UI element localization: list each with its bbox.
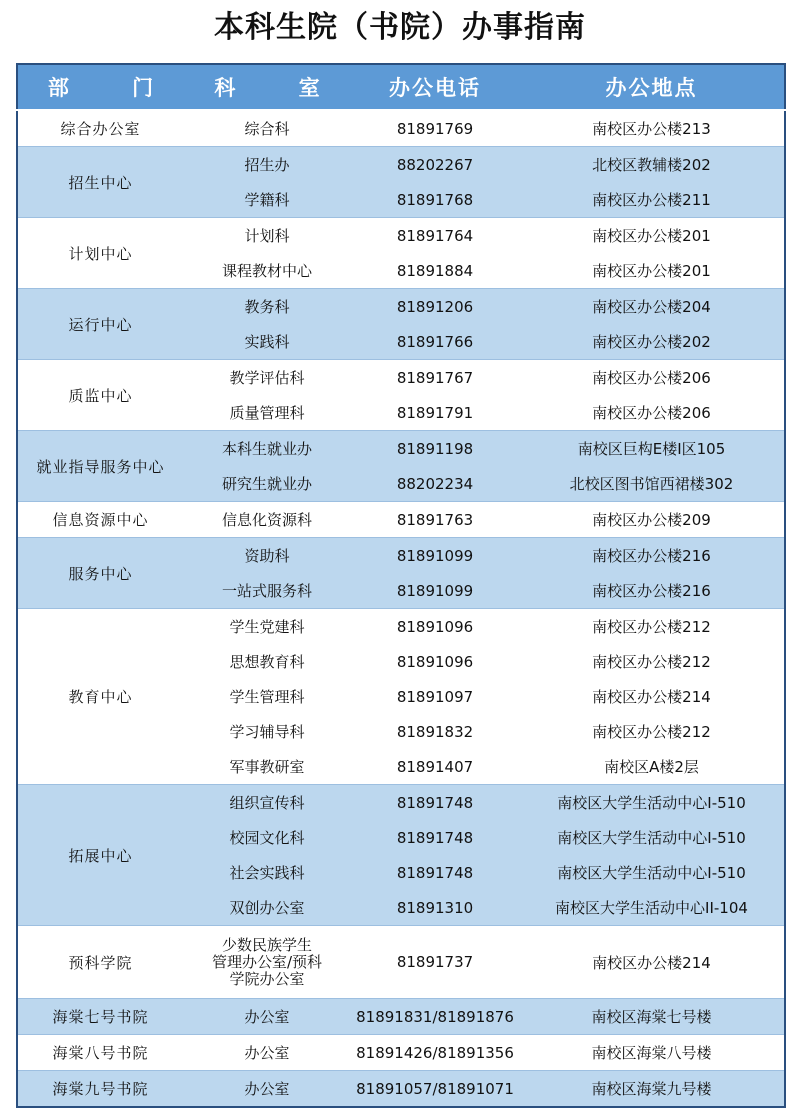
location-cell: 南校区办公楼201 — [519, 218, 785, 254]
phone-cell: 88202267 — [351, 147, 519, 183]
phone-cell: 81891766 — [351, 324, 519, 360]
department-cell: 计划中心 — [17, 218, 183, 289]
office-cell: 少数民族学生 管理办公室/预科 学院办公室 — [183, 926, 351, 999]
office-cell: 一站式服务科 — [183, 573, 351, 609]
department-cell: 教育中心 — [17, 609, 183, 785]
phone-cell: 81891426/81891356 — [351, 1035, 519, 1071]
table-row — [17, 110, 785, 147]
phone-cell: 81891097 — [351, 679, 519, 714]
location-cell: 南校区海棠九号楼 — [519, 1071, 785, 1108]
department-cell: 质监中心 — [17, 360, 183, 431]
office-cell: 计划科 — [183, 218, 351, 254]
location-cell: 南校区办公楼216 — [519, 573, 785, 609]
office-cell: 办公室 — [183, 1071, 351, 1108]
office-cell: 思想教育科 — [183, 644, 351, 679]
location-cell: 南校区办公楼201 — [519, 253, 785, 289]
office-cell: 办公室 — [183, 999, 351, 1035]
phone-cell: 81891198 — [351, 431, 519, 467]
department-group — [17, 538, 785, 609]
office-cell: 研究生就业办 — [183, 466, 351, 502]
office-cell: 综合科 — [183, 110, 351, 147]
office-cell: 学生管理科 — [183, 679, 351, 714]
department-group — [17, 1035, 785, 1071]
table-row — [17, 431, 785, 467]
office-cell: 组织宣传科 — [183, 785, 351, 821]
location-cell: 南校区大学生活动中心I-510 — [519, 785, 785, 821]
office-cell: 质量管理科 — [183, 395, 351, 431]
location-cell: 北校区教辅楼202 — [519, 147, 785, 183]
phone-cell: 81891099 — [351, 538, 519, 574]
header-row — [17, 64, 785, 110]
table-row — [17, 289, 785, 325]
department-cell: 运行中心 — [17, 289, 183, 360]
department-cell: 服务中心 — [17, 538, 183, 609]
phone-cell: 81891832 — [351, 714, 519, 749]
phone-cell: 81891096 — [351, 609, 519, 645]
header-department: 部 门 — [17, 64, 183, 110]
location-cell: 南校区办公楼204 — [519, 289, 785, 325]
office-cell: 学生党建科 — [183, 609, 351, 645]
location-cell: 南校区办公楼213 — [519, 110, 785, 147]
location-cell: 南校区大学生活动中心I-510 — [519, 820, 785, 855]
location-cell: 南校区办公楼214 — [519, 926, 785, 999]
office-cell: 军事教研室 — [183, 749, 351, 785]
office-cell: 校园文化科 — [183, 820, 351, 855]
phone-cell: 81891791 — [351, 395, 519, 431]
location-cell: 南校区办公楼214 — [519, 679, 785, 714]
department-cell: 招生中心 — [17, 147, 183, 218]
location-cell: 南校区海棠八号楼 — [519, 1035, 785, 1071]
office-cell: 学习辅导科 — [183, 714, 351, 749]
table-row — [17, 1035, 785, 1071]
table-row — [17, 999, 785, 1035]
department-group — [17, 360, 785, 431]
department-group — [17, 609, 785, 785]
location-cell: 南校区办公楼212 — [519, 609, 785, 645]
office-cell: 课程教材中心 — [183, 253, 351, 289]
location-cell: 南校区海棠七号楼 — [519, 999, 785, 1035]
location-cell: 南校区办公楼211 — [519, 182, 785, 218]
department-group — [17, 147, 785, 218]
phone-cell: 81891096 — [351, 644, 519, 679]
table-row — [17, 502, 785, 538]
table-row — [17, 218, 785, 254]
location-cell: 南校区办公楼206 — [519, 360, 785, 396]
phone-cell: 81891831/81891876 — [351, 999, 519, 1035]
department-cell: 综合办公室 — [17, 110, 183, 147]
department-group — [17, 926, 785, 999]
office-cell: 教学评估科 — [183, 360, 351, 396]
department-group — [17, 431, 785, 502]
office-cell: 信息化资源科 — [183, 502, 351, 538]
office-cell: 招生办 — [183, 147, 351, 183]
location-cell: 南校区A楼2层 — [519, 749, 785, 785]
phone-cell: 81891884 — [351, 253, 519, 289]
department-cell: 海棠七号书院 — [17, 999, 183, 1035]
phone-cell: 81891099 — [351, 573, 519, 609]
phone-cell: 81891310 — [351, 890, 519, 926]
phone-cell: 81891763 — [351, 502, 519, 538]
phone-cell: 81891057/81891071 — [351, 1071, 519, 1108]
phone-cell: 81891769 — [351, 110, 519, 147]
table-row — [17, 609, 785, 645]
location-cell: 南校区巨构E楼I区105 — [519, 431, 785, 467]
department-cell: 海棠八号书院 — [17, 1035, 183, 1071]
department-cell: 拓展中心 — [17, 785, 183, 926]
location-cell: 南校区办公楼206 — [519, 395, 785, 431]
department-cell: 信息资源中心 — [17, 502, 183, 538]
phone-cell: 81891768 — [351, 182, 519, 218]
office-cell: 实践科 — [183, 324, 351, 360]
office-cell: 学籍科 — [183, 182, 351, 218]
table-row — [17, 147, 785, 183]
header-location: 办公地点 — [519, 64, 785, 110]
table-row — [17, 1071, 785, 1108]
phone-cell: 81891748 — [351, 820, 519, 855]
header-office: 科 室 — [183, 64, 351, 110]
phone-cell: 81891748 — [351, 785, 519, 821]
department-group — [17, 502, 785, 538]
location-cell: 南校区办公楼212 — [519, 644, 785, 679]
phone-cell: 81891206 — [351, 289, 519, 325]
phone-cell: 81891407 — [351, 749, 519, 785]
location-cell: 南校区办公楼209 — [519, 502, 785, 538]
table-row — [17, 360, 785, 396]
location-cell: 南校区办公楼202 — [519, 324, 785, 360]
location-cell: 南校区办公楼212 — [519, 714, 785, 749]
page-title: 本科生院（书院）办事指南 — [214, 10, 586, 45]
office-cell: 双创办公室 — [183, 890, 351, 926]
location-cell: 南校区大学生活动中心I-510 — [519, 855, 785, 890]
department-cell: 海棠九号书院 — [17, 1071, 183, 1108]
table-header — [17, 64, 785, 110]
table-row — [17, 538, 785, 574]
phone-cell: 81891737 — [351, 926, 519, 999]
header-phone: 办公电话 — [351, 64, 519, 110]
office-cell: 教务科 — [183, 289, 351, 325]
department-cell: 预科学院 — [17, 926, 183, 999]
office-cell: 社会实践科 — [183, 855, 351, 890]
department-group — [17, 218, 785, 289]
table-row — [17, 785, 785, 821]
department-group — [17, 110, 785, 147]
department-group — [17, 289, 785, 360]
department-group — [17, 785, 785, 926]
office-cell: 资助科 — [183, 538, 351, 574]
department-cell: 就业指导服务中心 — [17, 431, 183, 502]
phone-cell: 81891767 — [351, 360, 519, 396]
department-group — [17, 999, 785, 1035]
department-group — [17, 1071, 785, 1108]
location-cell: 北校区图书馆西裙楼302 — [519, 466, 785, 502]
table-row — [17, 926, 785, 999]
phone-cell: 81891748 — [351, 855, 519, 890]
office-guide-table — [16, 63, 786, 1108]
location-cell: 南校区大学生活动中心II-104 — [519, 890, 785, 926]
phone-cell: 81891764 — [351, 218, 519, 254]
location-cell: 南校区办公楼216 — [519, 538, 785, 574]
office-cell: 办公室 — [183, 1035, 351, 1071]
office-cell: 本科生就业办 — [183, 431, 351, 467]
phone-cell: 88202234 — [351, 466, 519, 502]
